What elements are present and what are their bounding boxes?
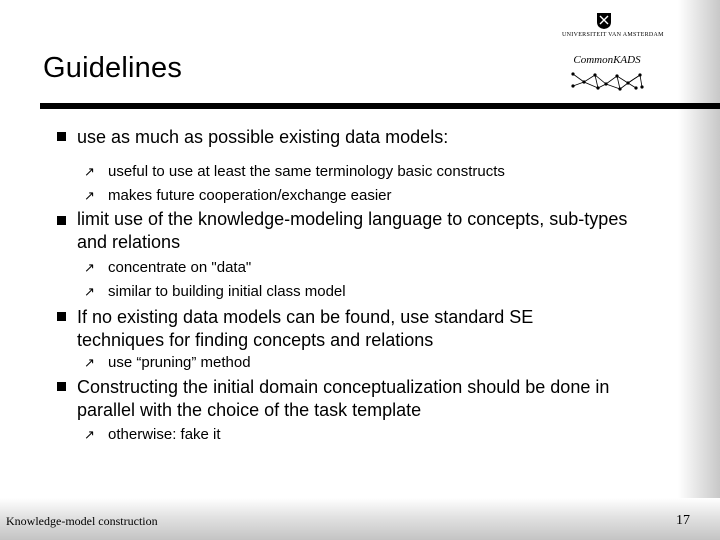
sub-list-item: makes future cooperation/exchange easier xyxy=(108,187,392,204)
arrow-bullet-icon: ↗ xyxy=(84,260,95,275)
arrow-bullet-icon: ↗ xyxy=(84,355,95,370)
commonkads-wordmark: CommonKADS xyxy=(573,54,641,66)
sub-list-item: similar to building initial class model xyxy=(108,283,346,300)
list-item: Constructing the initial domain conceptualization should be done in parallel with the choice of the task template xyxy=(77,377,610,420)
list-item: limit use of the knowledge-modeling language to concepts, sub-types and relations xyxy=(77,209,628,252)
list-item: If no existing data models can be found, use standard SE techniques for finding concepts and relations xyxy=(77,307,534,350)
square-bullet-icon xyxy=(57,312,66,321)
arrow-bullet-icon: ↗ xyxy=(84,284,95,299)
sub-list-item: concentrate on "data" xyxy=(108,259,252,276)
square-bullet-icon xyxy=(57,382,66,391)
sub-list-item: otherwise: fake it xyxy=(108,426,221,443)
slide-title: Guidelines xyxy=(43,52,183,84)
sub-list-item: useful to use at least the same terminology basic constructs xyxy=(108,163,505,180)
arrow-bullet-icon: ↗ xyxy=(84,164,95,179)
arrow-bullet-icon: ↗ xyxy=(84,188,95,203)
university-name: UNIVERSITEIT VAN AMSTERDAM xyxy=(562,32,664,38)
sub-list-item: use “pruning” method xyxy=(108,354,251,371)
page-number: 17 xyxy=(676,513,690,528)
footer-title: Knowledge-model construction xyxy=(6,514,158,528)
list-item: use as much as possible existing data models: xyxy=(77,127,449,147)
square-bullet-icon xyxy=(57,216,66,225)
square-bullet-icon xyxy=(57,132,66,141)
arrow-bullet-icon: ↗ xyxy=(84,427,95,442)
